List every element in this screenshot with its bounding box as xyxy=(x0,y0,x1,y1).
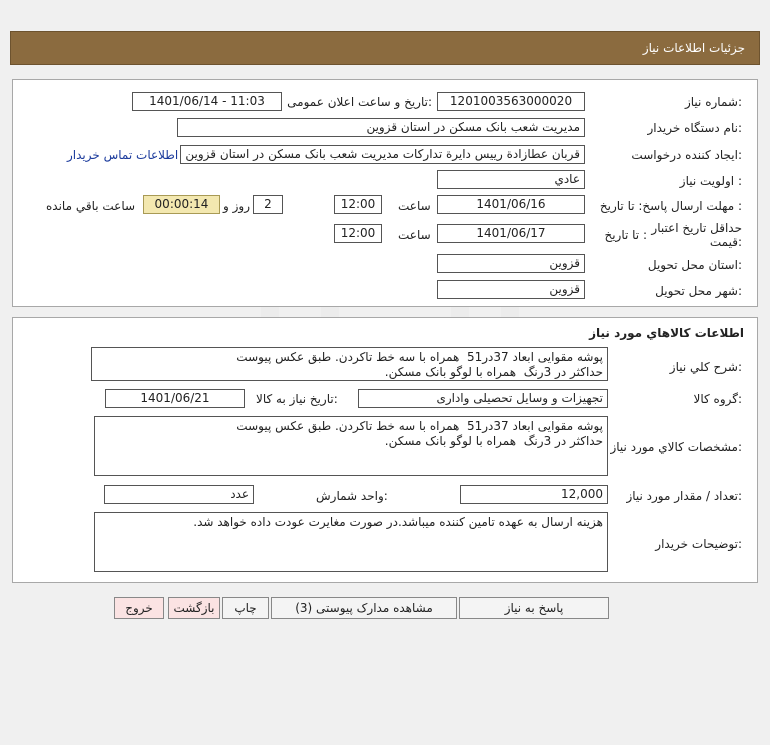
goods-section-title: اطلاعات کالاهاي مورد نياز xyxy=(589,326,744,340)
specs-field: پوشه مقوایی ابعاد 37در51 همراه با سه خط تاکردن. طبق عکس پیوست حداکثر در 3رنگ همراه با لوگو بانک مسکن. xyxy=(94,416,608,476)
attachments-button[interactable]: مشاهده مدارک پیوستی (3) xyxy=(271,597,457,619)
city-label: شهر محل تحویل: xyxy=(655,284,742,298)
buyer-field: مدیریت شعب بانک مسکن در استان قزوین xyxy=(177,118,585,137)
notes-label: توضیحات خریدار: xyxy=(655,537,742,551)
announce-field: 1401/06/14 - 11:03 xyxy=(132,92,282,111)
province-field: قزوین xyxy=(437,254,585,273)
print-button[interactable]: چاپ xyxy=(222,597,269,619)
days-field: 2 xyxy=(253,195,283,214)
reply-deadline-label: مهلت ارسال پاسخ: تا تاریخ : xyxy=(599,199,742,213)
validity-date-field: 1401/06/17 xyxy=(437,224,585,243)
need-date-field: 1401/06/21 xyxy=(105,389,245,408)
buyer-label: نام دستگاه خریدار: xyxy=(647,121,742,135)
unit-label: واحد شمارش: xyxy=(316,489,388,503)
priority-field: عادي xyxy=(437,170,585,189)
page-title: جزئیات اطلاعات نیاز xyxy=(642,41,745,55)
validity-time-label: ساعت xyxy=(398,228,431,242)
qty-field: 12,000 xyxy=(460,485,608,504)
reply-time-label: ساعت xyxy=(398,199,431,213)
validity-label-2: قیمت: xyxy=(709,235,742,249)
reply-button[interactable]: پاسخ به نیاز xyxy=(459,597,609,619)
remaining-label: ساعت باقي مانده xyxy=(46,199,136,213)
creator-label: ایجاد کننده درخواست: xyxy=(631,148,742,162)
priority-label: اولویت نیاز : xyxy=(679,174,742,188)
need-date-label: تاریخ نیاز به کالا: xyxy=(256,392,338,406)
creator-field: قربان عطازادة رییس دایرة تدارکات مدیریت شعب بانک مسکن در استان قزوین xyxy=(180,145,585,164)
exit-button[interactable]: خروج xyxy=(114,597,164,619)
validity-label-1: حداقل تاریخ اعتبار xyxy=(651,221,742,235)
validity-to-label: تا تاریخ : xyxy=(604,228,647,242)
remaining-time-field: 00:00:14 xyxy=(143,195,220,214)
need-details-panel xyxy=(12,79,758,307)
summary-label: شرح کلي نياز: xyxy=(669,360,742,374)
validity-time-field: 12:00 xyxy=(334,224,382,243)
unit-field: عدد xyxy=(104,485,254,504)
days-label: روز و xyxy=(223,199,250,213)
need-number-label: شماره نیاز: xyxy=(684,95,742,109)
back-button[interactable]: بازگشت xyxy=(168,597,220,619)
page-header xyxy=(10,31,760,65)
reply-date-field: 1401/06/16 xyxy=(437,195,585,214)
group-label: گروه کالا: xyxy=(693,392,742,406)
group-field: تجهیزات و وسایل تحصیلی واداری xyxy=(358,389,608,408)
announce-label: تاریخ و ساعت اعلان عمومی: xyxy=(287,95,432,109)
city-field: قزوین xyxy=(437,280,585,299)
qty-label: تعداد / مقدار مورد نیاز: xyxy=(626,489,742,503)
reply-time-field: 12:00 xyxy=(334,195,382,214)
specs-label: مشخصات کالاي مورد نياز: xyxy=(610,440,742,454)
need-number-field: 1201003563000020 xyxy=(437,92,585,111)
notes-field: هزینه ارسال به عهده تامین کننده میباشد.در صورت مغایرت عودت داده خواهد شد. xyxy=(94,512,608,572)
summary-field: پوشه مقوایی ابعاد 37در51 همراه با سه خط تاکردن. طبق عکس پیوست حداکثر در 3رنگ همراه با لوگو بانک مسکن. xyxy=(91,347,608,381)
province-label: استان محل تحویل: xyxy=(647,258,742,272)
buyer-contact-link[interactable]: اطلاعات تماس خریدار xyxy=(67,148,179,162)
